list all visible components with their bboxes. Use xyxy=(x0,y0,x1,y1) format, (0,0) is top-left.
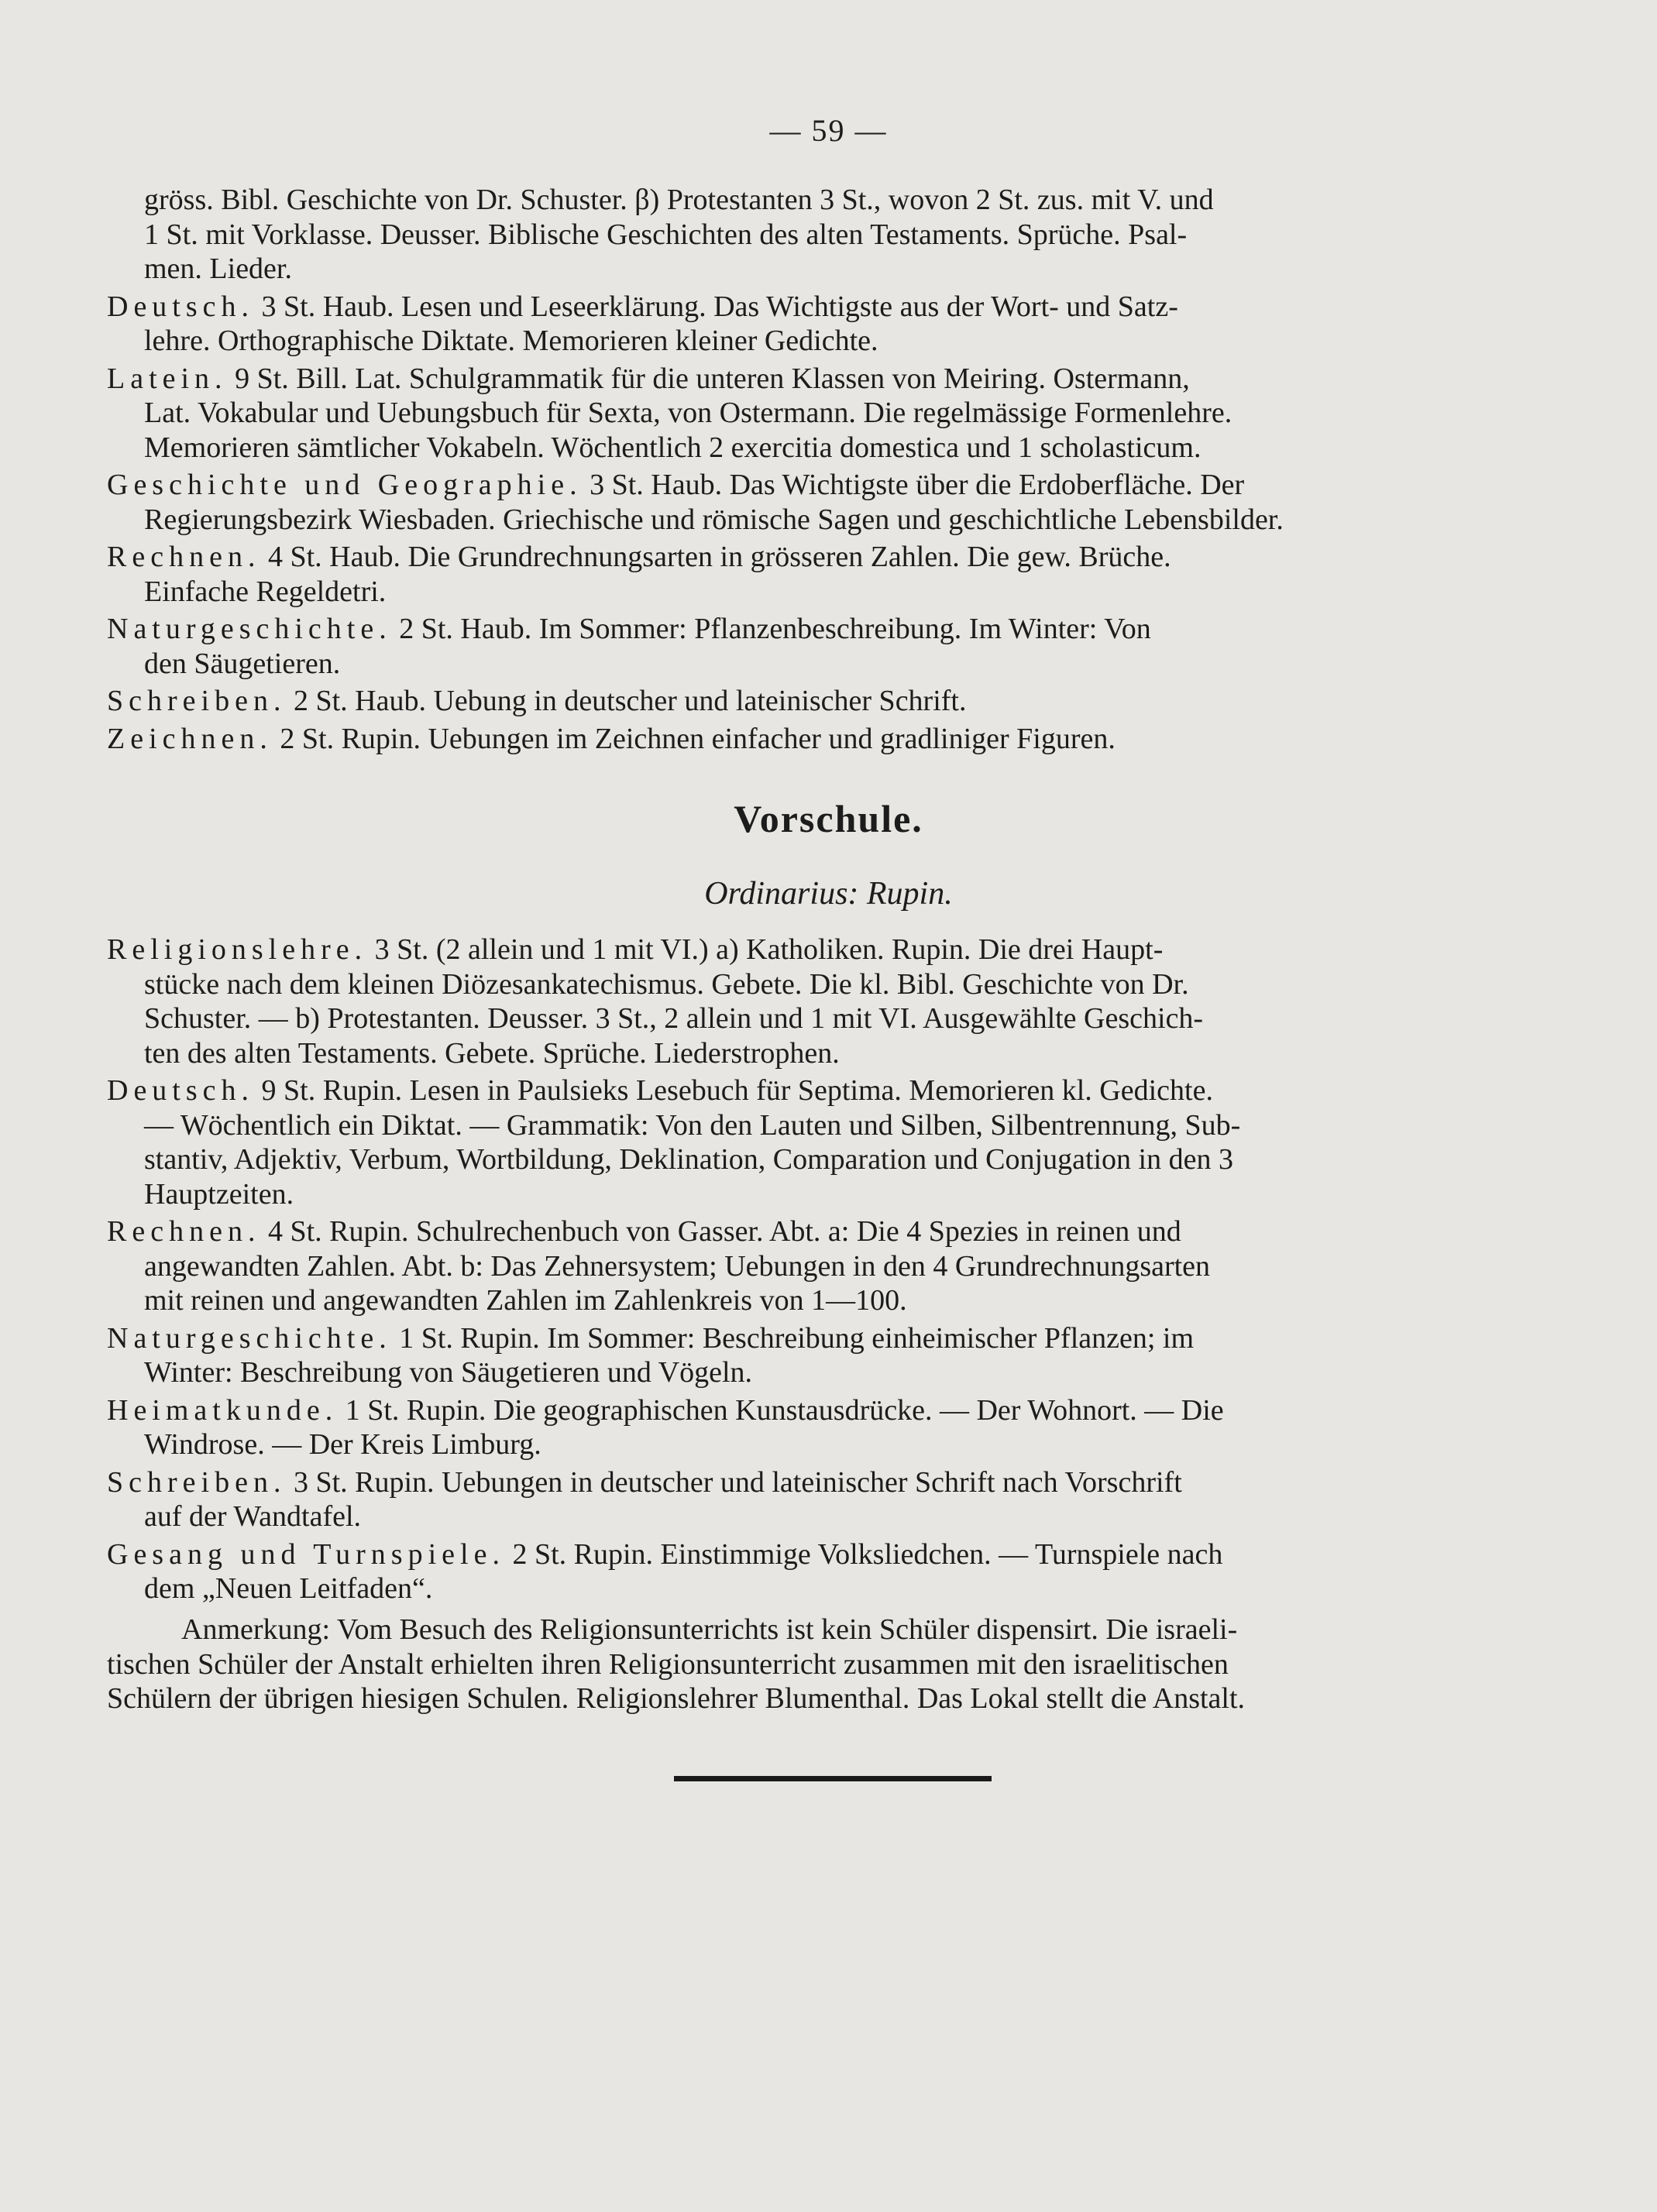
entry-line: gröss. Bibl. Geschichte von Dr. Schuster. β) Protestanten 3 St., wovon 2 St. zus. mit V. und xyxy=(144,184,1214,216)
subject-label: Geschichte und Geographie. xyxy=(107,469,583,501)
subject-label: Zeichnen. xyxy=(107,722,273,755)
subject-label: Religionslehre. xyxy=(107,933,368,966)
entry-zeichnen xyxy=(107,722,1560,757)
entry-line: Winter: Beschreibung von Säugetieren und Vögeln. xyxy=(144,1356,753,1389)
note-text: Vom Besuch des Religionsunterrichts ist kein Schüler dispensirt. Die israeli- xyxy=(336,1613,1238,1646)
page-number: — 59 — xyxy=(769,113,888,148)
entry-religionslehre xyxy=(107,933,1560,1070)
entry-line: 2 St. Haub. Uebung in deutscher und lateinischer Schrift. xyxy=(293,685,967,717)
note-label: Anmerkung: xyxy=(181,1613,331,1646)
entry-deutsch xyxy=(107,290,1560,359)
entry-rechnen xyxy=(107,1214,1560,1318)
entry-line: 3 St. (2 allein und 1 mit VI.) a) Katholiken. Rupin. Die drei Haupt- xyxy=(374,933,1164,966)
entry-line: 9 St. Bill. Lat. Schulgrammatik für die unteren Klassen von Meiring. Ostermann, xyxy=(235,362,1190,395)
entry-line: 3 St. Haub. Lesen und Leseerklärung. Das Wichtigste aus der Wort- und Satz- xyxy=(261,290,1178,323)
entry-continuation xyxy=(107,183,1560,287)
entry-naturgeschichte xyxy=(107,612,1560,681)
note-line-3: Schülern der übrigen hiesigen Schulen. Religionslehrer Blumenthal. Das Lokal stellt die Anstalt. xyxy=(107,1682,1246,1715)
subject-label: Deutsch. xyxy=(107,1074,255,1107)
section-subheading: Ordinarius: Rupin. xyxy=(704,876,953,912)
subject-label: Latein. xyxy=(107,362,228,395)
entry-line: 2 St. Rupin. Einstimmige Volksliedchen. — Turnspiele nach xyxy=(512,1537,1223,1571)
note-line-2: tischen Schüler der Anstalt erhielten ihren Religionsunterricht zusammen mit den israelitischen xyxy=(107,1647,1229,1681)
entry-line: ten des alten Testaments. Gebete. Sprüche. Liederstrophen. xyxy=(144,1036,840,1070)
entry-naturgeschichte xyxy=(107,1321,1560,1390)
entry-gesang-und-turnspiele xyxy=(107,1537,1560,1606)
entry-line: den Säugetieren. xyxy=(144,647,341,680)
entry-line: Windrose. — Der Kreis Limburg. xyxy=(144,1428,541,1461)
entry-line: Lat. Vokabular und Uebungsbuch für Sexta, von Ostermann. Die regelmässige Formenlehre. xyxy=(144,397,1232,429)
entry-line: auf der Wandtafel. xyxy=(144,1500,362,1533)
entry-line: 2 St. Rupin. Uebungen im Zeichnen einfacher und gradliniger Figuren. xyxy=(280,722,1116,755)
note-paragraph xyxy=(107,1613,1560,1716)
subject-label: Heimatkunde. xyxy=(107,1393,339,1427)
entry-schreiben xyxy=(107,1465,1560,1534)
entry-line: 4 St. Rupin. Schulrechenbuch von Gasser. Abt. a: Die 4 Spezies in reinen und xyxy=(267,1215,1181,1248)
entry-line: men. Lieder. xyxy=(144,252,292,285)
subject-label: Gesang und Turnspiele. xyxy=(107,1537,505,1571)
entry-line: stücke nach dem kleinen Diözesankatechismus. Gebete. Die kl. Bibl. Geschichte von Dr. xyxy=(144,967,1189,1001)
subject-label: Naturgeschichte. xyxy=(107,1321,392,1355)
entry-line: dem „Neuen Leitfaden“. xyxy=(144,1572,433,1605)
entry-line: 3 St. Haub. Das Wichtigste über die Erdoberfläche. Der xyxy=(590,469,1245,501)
subject-label: Schreiben. xyxy=(107,685,287,717)
entry-line: lehre. Orthographische Diktate. Memorieren kleiner Gedichte. xyxy=(144,325,878,357)
entry-line: 1 St. mit Vorklasse. Deusser. Biblische Geschichten des alten Testaments. Sprüche. Psal- xyxy=(144,218,1188,251)
entry-latein xyxy=(107,362,1560,465)
entry-line: Einfache Regeldetri. xyxy=(144,575,387,608)
section-divider-rule xyxy=(674,1776,992,1781)
note-line-1 xyxy=(107,1613,1560,1647)
entry-line: 1 St. Rupin. Die geographischen Kunstausdrücke. — Der Wohnort. — Die xyxy=(345,1393,1224,1427)
entry-heimatkunde xyxy=(107,1393,1560,1462)
section-heading: Vorschule. xyxy=(734,797,923,840)
entry-line: stantiv, Adjektiv, Verbum, Wortbildung, Deklination, Comparation und Conjugation in den 3 xyxy=(144,1143,1233,1176)
entry-geschichte-und-geographie xyxy=(107,468,1560,537)
entry-line: 1 St. Rupin. Im Sommer: Beschreibung einheimischer Pflanzen; im xyxy=(399,1321,1195,1355)
entry-line: mit reinen und angewandten Zahlen im Zahlenkreis von 1—100. xyxy=(144,1284,907,1317)
entry-line: Regierungsbezirk Wiesbaden. Griechische und römische Sagen und geschichtliche Lebensbilder. xyxy=(144,503,1284,536)
entry-line: Hauptzeiten. xyxy=(144,1177,294,1211)
entry-line: 4 St. Haub. Die Grundrechnungsarten in grösseren Zahlen. Die gew. Brüche. xyxy=(267,541,1171,573)
entry-line: Memorieren sämtlicher Vokabeln. Wöchentlich 2 exercitia domestica und 1 scholasticum. xyxy=(144,431,1201,464)
entry-line: Schuster. — b) Protestanten. Deusser. 3 St., 2 allein und 1 mit VI. Ausgewählte Geschich- xyxy=(144,1002,1204,1035)
entry-line: — Wöchentlich ein Diktat. — Grammatik: Von den Lauten und Silben, Silbentrennung, Sub- xyxy=(144,1108,1241,1142)
subject-label: Rechnen. xyxy=(107,1215,261,1248)
subject-label: Rechnen. xyxy=(107,541,261,573)
entry-line: 2 St. Haub. Im Sommer: Pflanzenbeschreibung. Im Winter: Von xyxy=(399,613,1151,645)
entry-rechnen xyxy=(107,540,1560,609)
entry-line: 9 St. Rupin. Lesen in Paulsieks Lesebuch für Septima. Memorieren kl. Gedichte. xyxy=(261,1074,1213,1107)
entry-line: angewandten Zahlen. Abt. b: Das Zehnersystem; Uebungen in den 4 Grundrechnungsarten xyxy=(144,1249,1211,1283)
entry-deutsch xyxy=(107,1073,1560,1211)
lower-section xyxy=(107,933,1560,1606)
entry-schreiben xyxy=(107,684,1560,719)
subject-label: Naturgeschichte. xyxy=(107,613,392,645)
upper-section xyxy=(107,183,1560,756)
subject-label: Deutsch. xyxy=(107,290,255,323)
entry-line: 3 St. Rupin. Uebungen in deutscher und lateinischer Schrift nach Vorschrift xyxy=(293,1465,1182,1499)
subject-label: Schreiben. xyxy=(107,1465,287,1499)
